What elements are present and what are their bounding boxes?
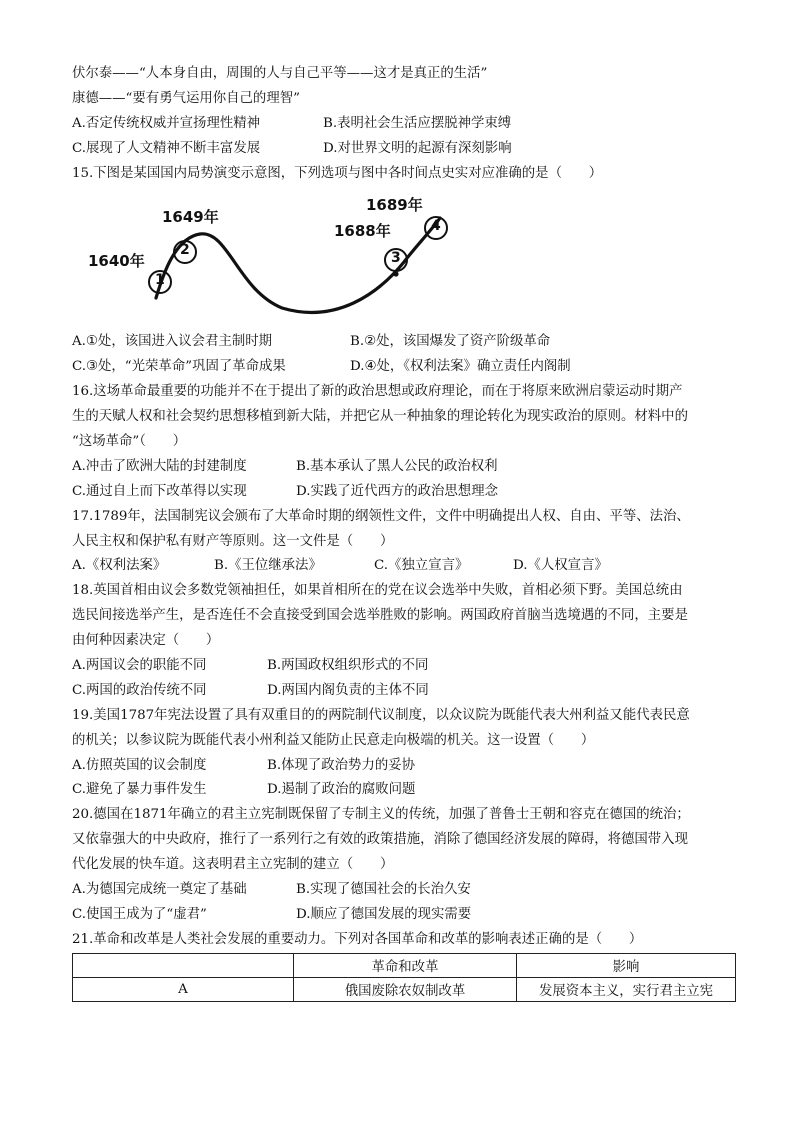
exam-page (72, 62, 740, 1002)
q14-option-d[interactable]: D.对世界文明的起源有深刻影响 (323, 140, 512, 156)
label-1688: 1688年 (334, 222, 391, 241)
q15-options-row-2 (72, 355, 740, 380)
quote-voltaire: 伏尔泰——“人本身自由，周围的人与自己平等——这才是真正的生活” (72, 66, 488, 81)
q18-options-row-2 (72, 679, 740, 704)
q19-option-c[interactable]: C.避免了暴力事件发生 (72, 782, 207, 798)
label-1689: 1689年 (366, 196, 423, 215)
q20-option-c[interactable]: C.使国王成为了“虚君” (72, 906, 207, 922)
q17-option-b[interactable]: B.《王位继承法》 (214, 558, 322, 574)
q19-stem-line-2: 的机关；以参议院为既能代表小州利益又能防止民意走向极端的机关。这一设置（ ） (72, 732, 595, 748)
q20-stem-line-1: 20.德国在1871年确立的君主立宪制既保留了专制主义的传统，加强了普鲁士王朝和容克在德国的统治； (72, 807, 690, 823)
table-header-cell: 革命和改革 (294, 953, 517, 977)
table-header-row (73, 953, 736, 977)
q18-stem-line-2: 选民间接选举产生，是否连任不会直接受到国会选举胜败的影响。两国政府首脑当选境遇的不同，主要是 (72, 608, 688, 624)
q17-stem-line-2: 人民主权和保护私有财产等原则。这一文件是（ ） (72, 533, 394, 549)
q15-option-d[interactable]: D.④处，《权利法案》确立责任内阁制 (350, 359, 571, 375)
q16-stem-line-2: 生的天赋人权和社会契约思想移植到新大陆，并把它从一种抽象的理论转化为现实政治的原则。材料中的 (72, 409, 688, 425)
q16-options-row-2 (72, 480, 740, 505)
marker-number-1: 1 (155, 272, 165, 289)
q15-situation-diagram (78, 190, 478, 330)
q20-options-row-2 (72, 903, 740, 928)
q19-option-b[interactable]: B.体现了政治势力的妥协 (267, 757, 416, 773)
quote-kant: 康德——“要有勇气运用你自己的理智” (72, 90, 300, 106)
marker-number-2: 2 (180, 242, 190, 259)
q20-option-d[interactable]: D.顺应了德国发展的现实需要 (296, 906, 472, 922)
q15-option-c[interactable]: C.③处，“光荣革命”巩固了革命成果 (72, 359, 286, 375)
q14-option-a[interactable]: A.否定传统权威并宣扬理性精神 (72, 115, 261, 131)
marker-number-4: 4 (431, 218, 441, 235)
q18-option-c[interactable]: C.两国的政治传统不同 (72, 682, 207, 698)
q16-option-a[interactable]: A.冲击了欧洲大陆的封建制度 (72, 458, 247, 474)
q18-stem-line-1: 18.英国首相由议会多数党领袖担任，如果首相所在的党在议会选举中失败，首相必须下野。美国总统由 (72, 583, 683, 599)
q16-option-d[interactable]: D.实践了近代西方的政治思想理念 (296, 483, 498, 499)
label-1649: 1649年 (162, 208, 219, 227)
q21-table (72, 953, 736, 1002)
q16-stem-line-1: 16.这场革命最重要的功能并不在于提出了新的政治思想或政府理论，而在于将原来欧洲启蒙运动时期产 (72, 384, 683, 400)
q19-option-a[interactable]: A.仿照英国的议会制度 (72, 757, 207, 773)
q20-option-a[interactable]: A.为德国完成统一奠定了基础 (72, 882, 247, 898)
label-1640: 1640年 (88, 252, 145, 271)
q14-option-b[interactable]: B.表明社会生活应摆脱神学束缚 (323, 115, 512, 131)
q17-stem-line-1: 17.1789年，法国制宪议会颁布了大革命时期的纲领性文件，文件中明确提出人权、自由、平等、法治、 (72, 508, 690, 524)
q15-stem: 15.下图是某国国内局势演变示意图，下列选项与图中各时间点史实对应准确的是（ ） (72, 165, 603, 181)
q18-option-d[interactable]: D.两国内阁负责的主体不同 (267, 682, 429, 698)
q19-options-row-1 (72, 754, 740, 779)
q16-options-row-1 (72, 455, 740, 480)
q20-stem-line-3: 代化发展的快车道。这表明君主立宪制的建立（ ） (72, 857, 394, 873)
table-header-cell: 影响 (517, 953, 736, 977)
q20-options-row-1 (72, 878, 740, 903)
marker-number-3: 3 (391, 250, 401, 267)
q20-option-b[interactable]: B.实现了德国社会的长治久安 (296, 882, 471, 898)
q16-stem-line-3: “这场革命”（ ） (72, 434, 187, 450)
q17-option-a[interactable]: A.《权利法案》 (72, 558, 167, 574)
q18-stem-line-3: 由何种因素决定（ ） (72, 633, 220, 649)
q16-option-b[interactable]: B.基本承认了黑人公民的政治权利 (296, 458, 498, 474)
q14-option-c[interactable]: C.展现了人文精神不断丰富发展 (72, 140, 261, 156)
q15-options-row-1 (72, 330, 740, 355)
q14-options-row-1 (72, 112, 740, 137)
table-cell: 发展资本主义，实行君主立宪 (517, 977, 736, 1001)
q15-option-a[interactable]: A.①处，该国进入议会君主制时期 (72, 334, 273, 350)
q15-option-b[interactable]: B.②处，该国爆发了资产阶级革命 (350, 334, 551, 350)
table-row (73, 977, 736, 1001)
q18-options-row-1 (72, 654, 740, 679)
table-cell: A (73, 977, 294, 1001)
q19-option-d[interactable]: D.遏制了政治的腐败问题 (267, 782, 416, 798)
q20-stem-line-2: 又依靠强大的中央政府，推行了一系列行之有效的政策措施，消除了德国经济发展的障碍，将德国带入现 (72, 832, 688, 848)
table-header-cell (73, 953, 294, 977)
q21-stem: 21.革命和改革是人类社会发展的重要动力。下列对各国革命和改革的影响表述正确的是（ ） (72, 931, 643, 947)
q14-options-row-2 (72, 137, 740, 162)
point-1688 (393, 272, 398, 277)
q17-options-row (72, 554, 740, 579)
q17-option-d[interactable]: D.《人权宣言》 (513, 558, 608, 574)
q18-option-b[interactable]: B.两国政权组织形式的不同 (267, 658, 429, 674)
table-cell: 俄国废除农奴制改革 (294, 977, 517, 1001)
q16-option-c[interactable]: C.通过自上而下改革得以实现 (72, 483, 247, 499)
q17-option-c[interactable]: C.《独立宣言》 (374, 558, 469, 574)
q19-options-row-2 (72, 778, 740, 803)
q18-option-a[interactable]: A.两国议会的职能不同 (72, 658, 207, 674)
q19-stem-line-1: 19.美国1787年宪法设置了具有双重目的的两院制代议制度，以众议院为既能代表大州利益又能代表民意 (72, 707, 690, 723)
